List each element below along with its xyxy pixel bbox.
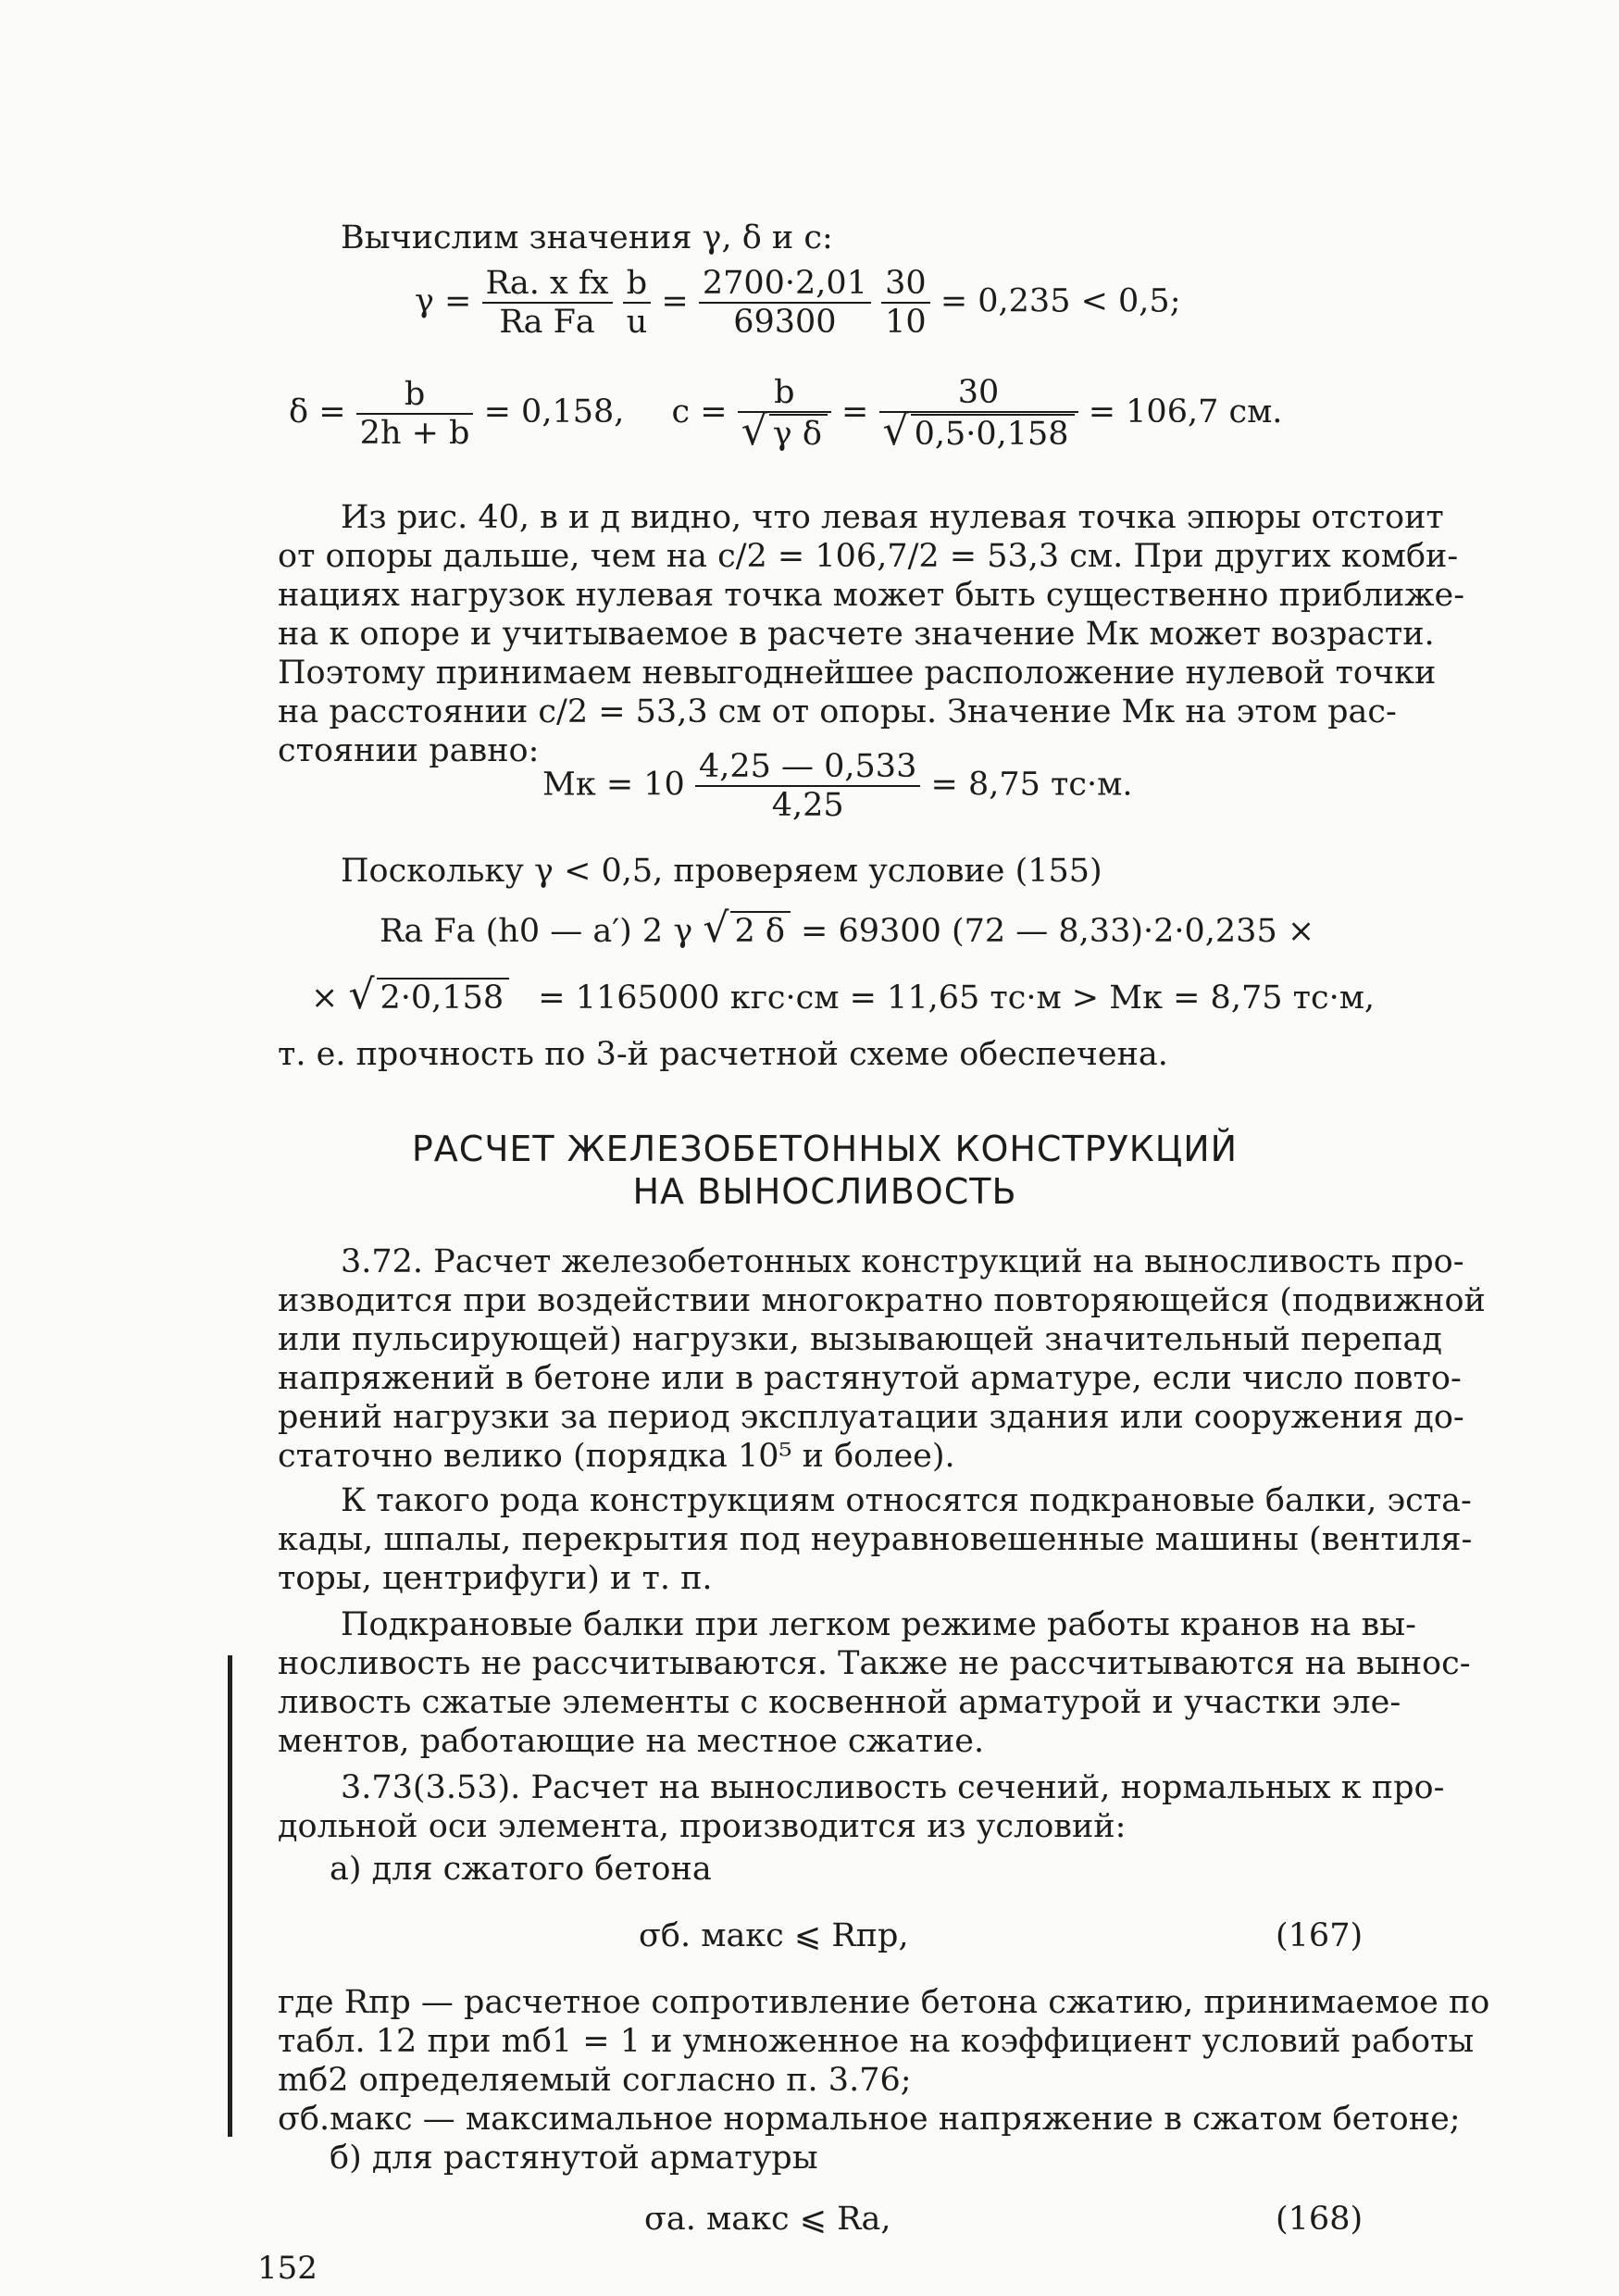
section-heading-line-1: РАСЧЕТ ЖЕЛЕЗОБЕТОННЫХ КОНСТРУКЦИЙ [411,1129,1239,1169]
gamma-frac-2: $\frac{b}{u}$ [623,265,652,341]
check-equation-1: Rа Fа (h0 — a′) 2 γ √ 2 δ = 69300 (72 — 8,33)·2·0,235 × [380,905,1315,952]
intro-line: Вычислим значения γ, δ и c: [341,219,833,256]
item-b: б) для растянутой арматуры [330,2140,818,2177]
gamma-lhs: γ = [415,282,472,320]
gamma-frac-1: $\frac{\text{Rа. x fх}}{\text{Rа Fа}}$ [482,265,613,341]
gamma-equation: γ = $\frac{\text{Rа. x fх}}{\text{Rа Fа}}$ $\frac{b}{u}$ = $\frac{2700\cdot 2,01}{69300}$ $\frac{30}{10}$ = 0,235 < 0,5; [415,265,1181,341]
c-frac-2: $\frac{30}{√ 0,5\cdot 0,158}$ [879,374,1078,453]
equation-168-number: (168) [1276,2201,1364,2238]
equation-167-number: (167) [1276,1917,1364,1954]
gamma-frac-3: $\frac{2700\cdot 2,01}{69300}$ [699,265,871,341]
page-number: 152 [257,2250,318,2287]
conclusion-line: т. е. прочность по 3-й расчетной схеме обеспечена. [278,1036,1168,1073]
since-line: Поскольку γ < 0,5, проверяем условие (155) [341,853,1102,890]
equation-167: σб. макс ⩽ Rпр, [639,1917,909,1954]
delta-c-equation: δ = $\frac{b}{2h + b}$ = 0,158, c = $\frac{b}{\text{√ γ δ}}$ = $\frac{30}{√ 0,5\cdot 0,158}$ = 106,7 см. [289,374,1283,455]
mk-equation: Mк = 10 $\frac{4,25 — 0,533}{4,25}$ = 8,75 тс·м. [542,748,1133,824]
check-equation-2: × √ 2·0,158 = 1165000 кгс·см = 11,65 тс·м > Mк = 8,75 тс·м, [311,971,1376,1018]
gamma-frac-4: $\frac{30}{10}$ [881,265,930,341]
item-a: а) для сжатого бетона [330,1851,712,1888]
margin-change-bar [228,1655,232,2137]
section-heading-line-2: НА ВЫНОСЛИВОСТЬ [632,1171,1017,1212]
equation-168: σа. макс ⩽ Rа, [644,2201,891,2238]
gamma-tail: = 0,235 < 0,5; [940,282,1181,320]
c-frac-1: $\frac{b}{\text{√ γ δ}}$ [738,374,831,453]
delta-frac: $\frac{b}{2h + b}$ [356,376,474,452]
